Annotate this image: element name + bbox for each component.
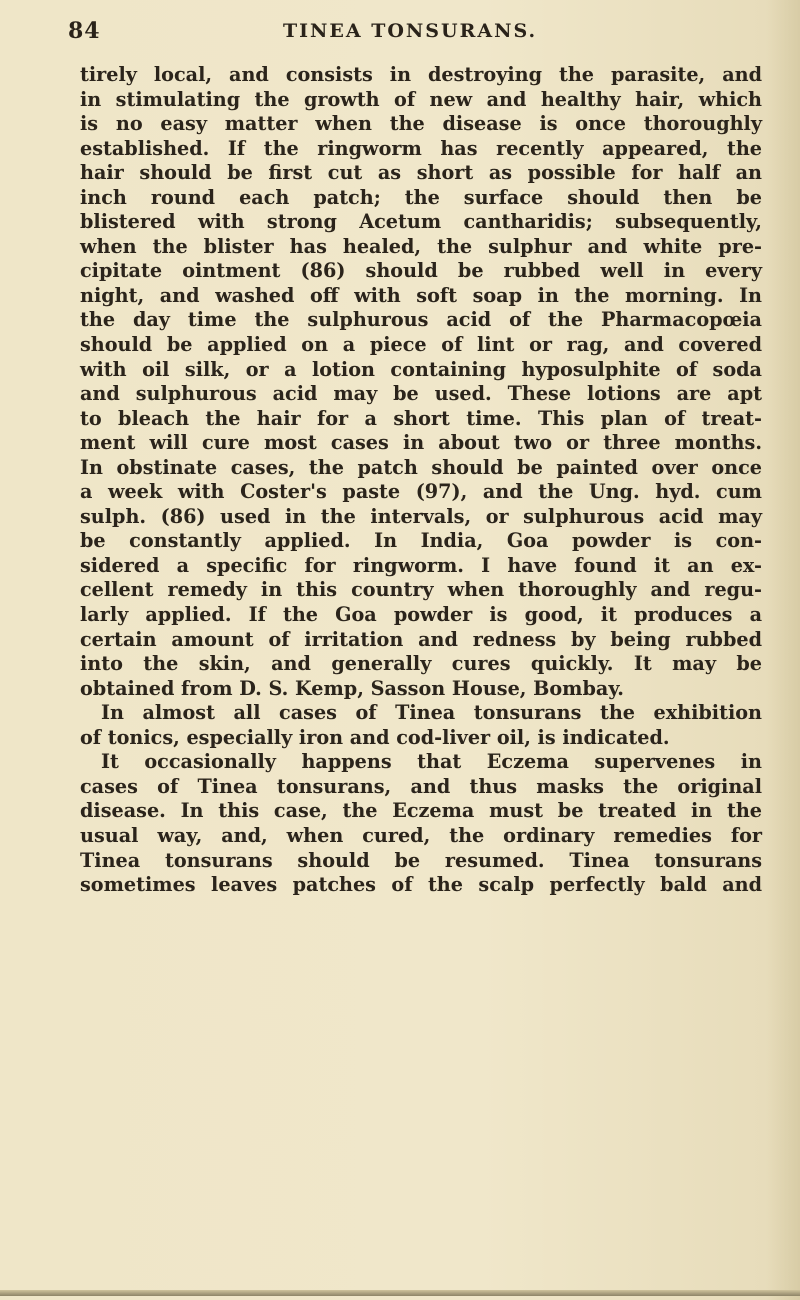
text-line: obtained from D. S. Kemp, Sasson House, Bombay. [80,676,624,700]
text-line: sidered a specific for ringworm. I have found it an ex- [80,553,762,577]
text-line: usual way, and, when cured, the ordinary remedies for [80,823,762,847]
text-line: and sulphurous acid may be used. These lotions are apt [80,382,762,406]
text-line: when the blister has healed, the sulphur and white pre- [80,234,762,258]
text-line: disease. In this case, the Eczema must be treated in the [80,799,762,823]
text-line: sulph. (86) used in the intervals, or sulphurous acid may [80,504,762,528]
text-line: sometimes leaves patches of the scalp perfectly bald and [80,873,762,897]
text-line: inch round each patch; the surface should then be [80,185,762,209]
text-line: to bleach the hair for a short time. This plan of treat- [80,406,762,430]
text-line: certain amount of irritation and redness by being rubbed [80,627,762,651]
running-header [68,18,728,44]
text-line: ment will cure most cases in about two or three months. [80,431,762,455]
text-line: established. If the ringworm has recently appeared, the [80,136,762,160]
running-title: TINEA TONSURANS. [283,20,538,42]
text-line: larly applied. If the Goa powder is good, it produces a [80,603,762,627]
text-line: In almost all cases of Tinea tonsurans the exhibition [101,701,762,725]
text-line: blistered with strong Acetum cantharidis; subsequently, [80,210,762,234]
text-line: In obstinate cases, the patch should be painted over once [80,455,762,479]
text-line: the day time the sulphurous acid of the Pharmacopœia [80,308,762,332]
text-line: tirely local, and consists in destroying the parasite, and [80,63,762,86]
text-line: night, and washed off with soft soap in the morning. In [80,283,762,307]
text-line: Tinea tonsurans should be resumed. Tinea tonsurans [80,848,762,872]
page-edge-shadow [766,0,800,1300]
text-line: with oil silk, or a lotion containing hyposulphite of soda [80,357,762,381]
text-line: cellent remedy in this country when thoroughly and regu- [80,578,762,602]
text-line: of tonics, especially iron and cod-liver oil, is indicated. [80,725,670,749]
text-line: is no easy matter when the disease is once thoroughly [80,112,762,136]
bottom-edge-shadow [0,1290,800,1296]
text-line: a week with Coster's paste (97), and the Ung. hyd. cum [80,480,762,504]
page-number: 84 [68,18,101,44]
text-line: should be applied on a piece of lint or rag, and covered [80,333,762,357]
text-line: cases of Tinea tonsurans, and thus masks the original [80,774,762,798]
text-line: be constantly applied. In India, Goa powder is con- [80,529,762,553]
text-line: It occasionally happens that Eczema supervenes in [101,750,762,774]
text-line: hair should be first cut as short as possible for half an [80,161,762,185]
text-line: cipitate ointment (86) should be rubbed well in every [80,259,762,283]
body-text [80,63,762,898]
text-line: in stimulating the growth of new and healthy hair, which [80,87,762,111]
text-line: into the skin, and generally cures quickly. It may be [80,652,762,676]
